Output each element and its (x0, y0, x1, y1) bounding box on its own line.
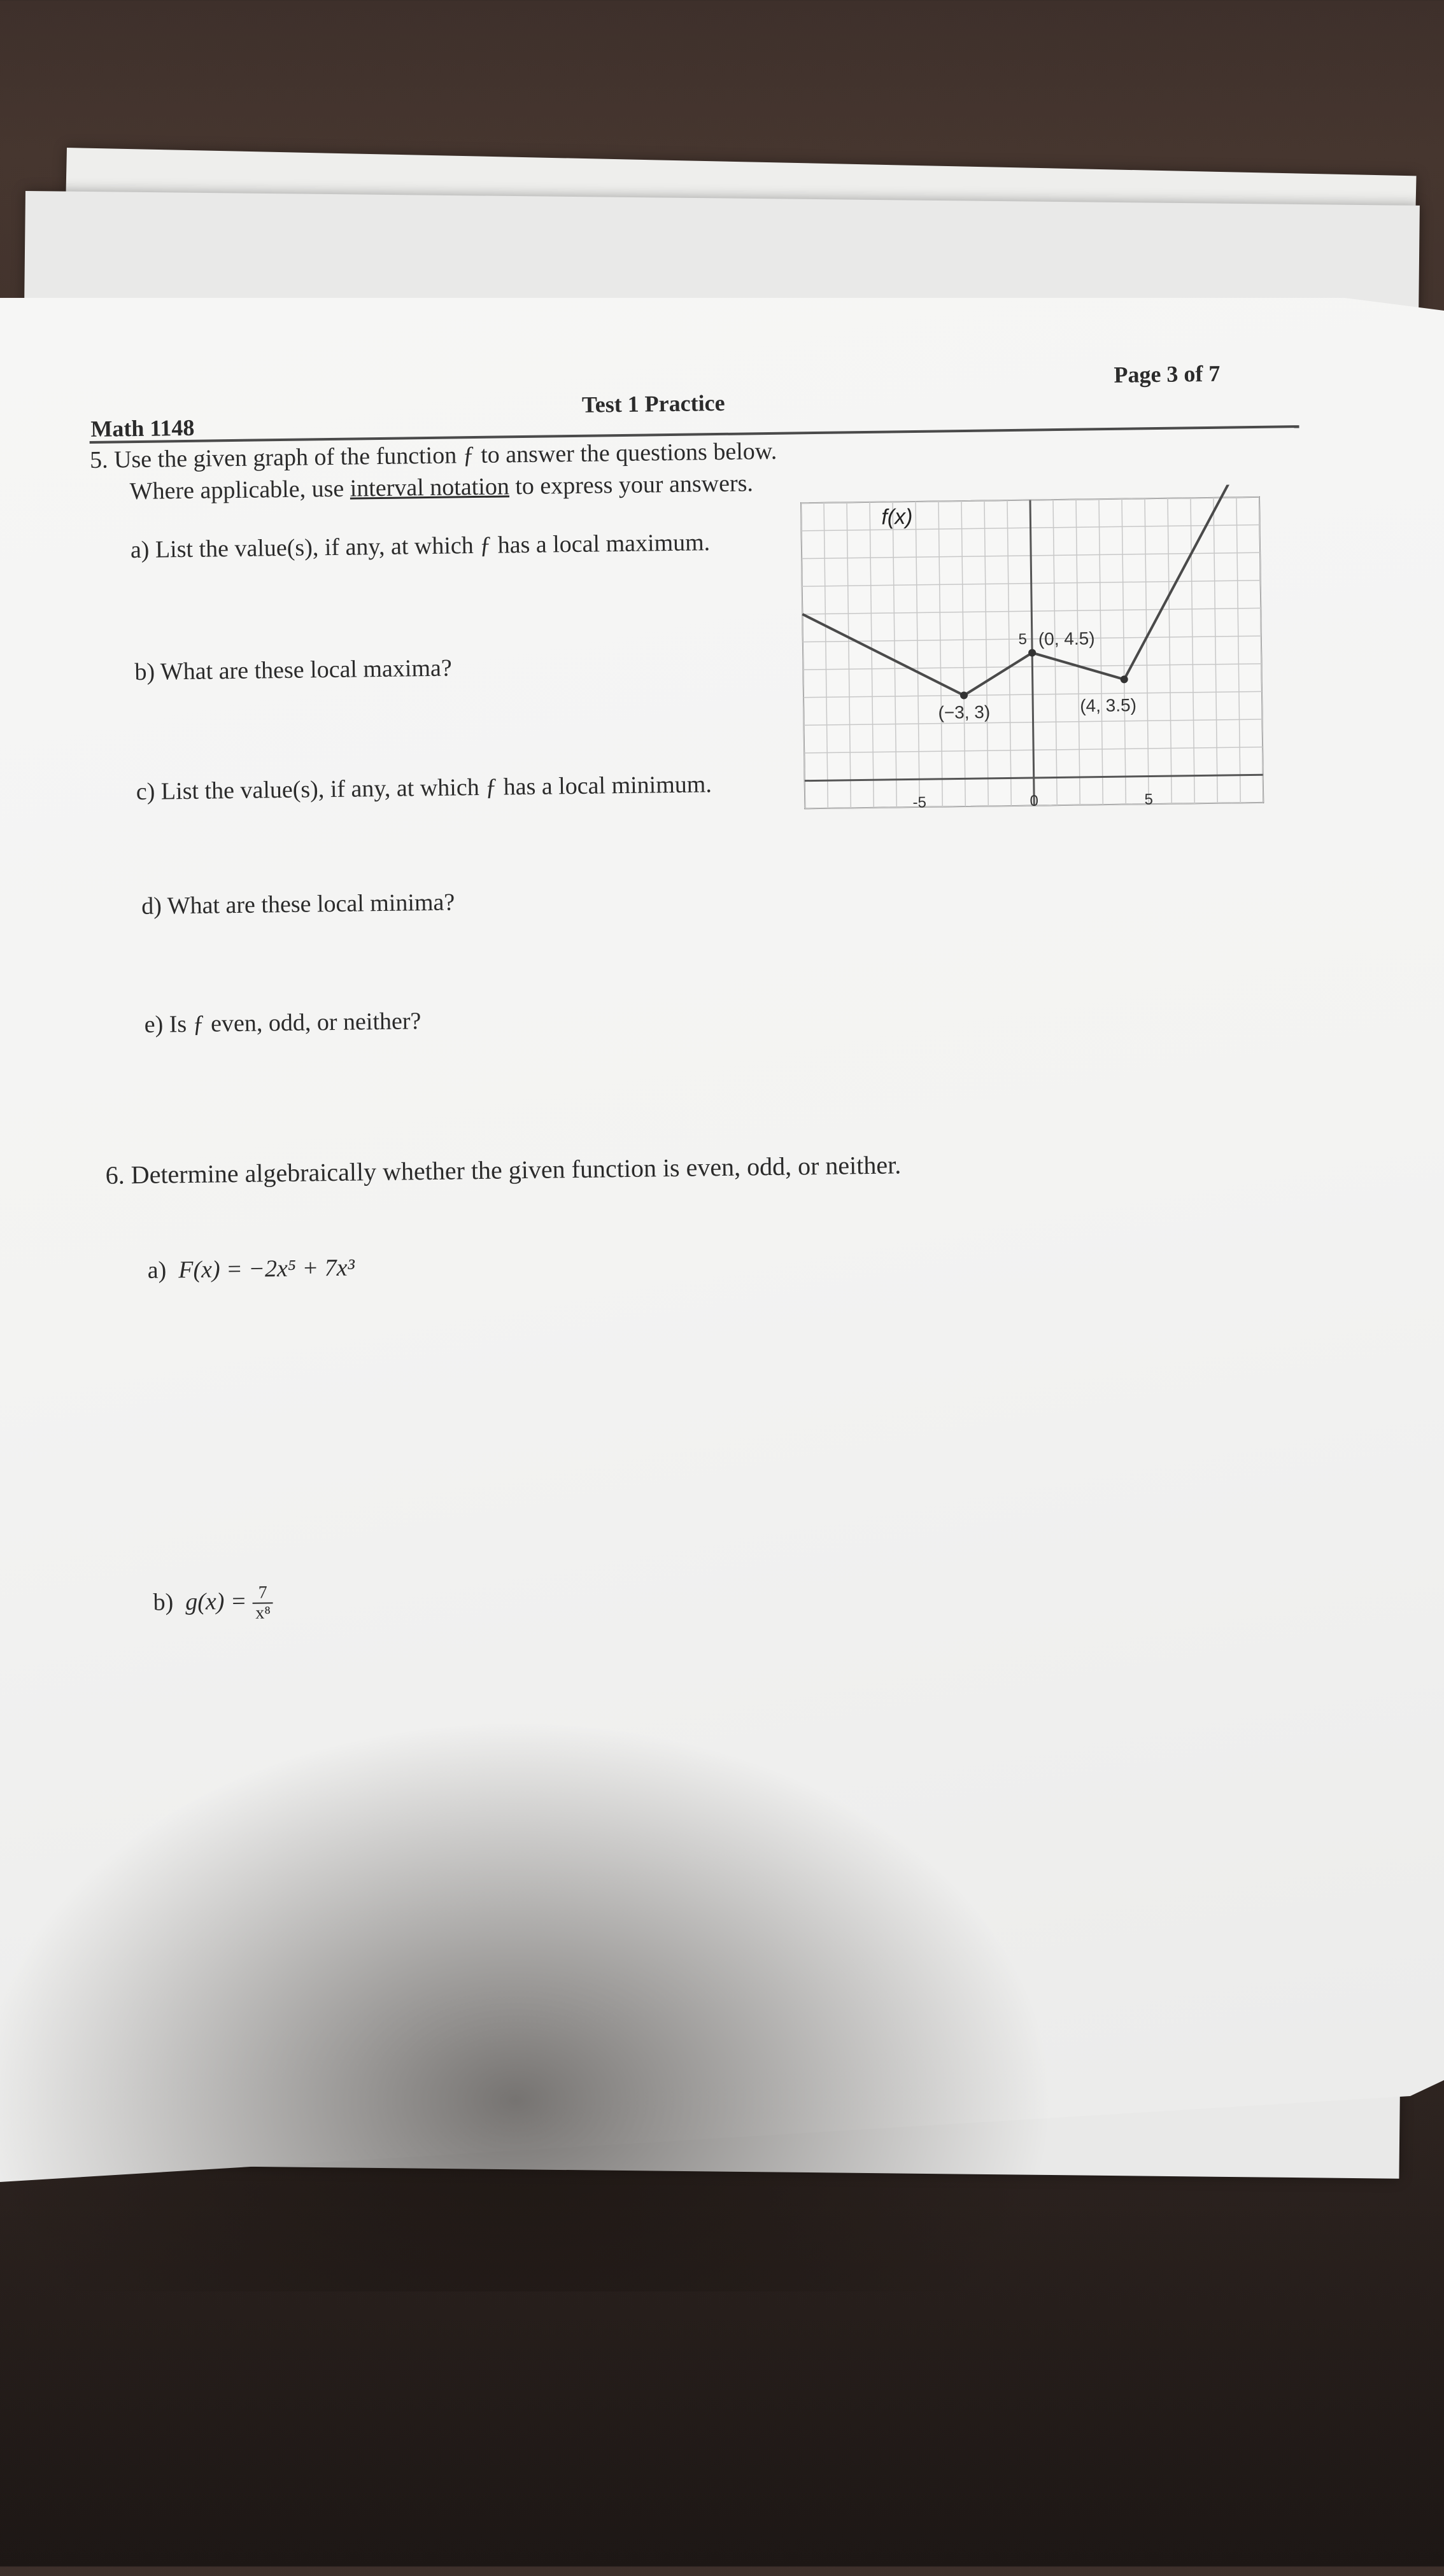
fraction-numerator: 7 (253, 1583, 273, 1603)
part-b-lhs: g(x) = (185, 1587, 247, 1615)
question-5b: b) What are these local maxima? (134, 654, 452, 686)
x-tick-label: -5 (912, 794, 927, 812)
part-a-label: a) (147, 1256, 167, 1284)
graph-title: f(x) (881, 504, 913, 530)
instr-pre: Where applicable, use (129, 475, 350, 505)
part-a-expression: F(x) = −2x⁵ + 7x³ (178, 1254, 355, 1284)
question-5-instructions (129, 469, 753, 505)
question-6a (147, 1254, 355, 1284)
x-tick-label: 0 (1030, 792, 1039, 810)
point-label: (0, 4.5) (1038, 628, 1095, 649)
interval-notation-term: interval notation (350, 473, 510, 502)
course-label: Math 1148 (90, 414, 195, 442)
page-number: Page 3 of 7 (1114, 360, 1221, 388)
x-tick-label: 5 (1144, 791, 1154, 808)
point-label: (4, 3.5) (1080, 695, 1137, 716)
question-6-prompt: 6. Determine algebraically whether the given function is even, odd, or neither. (105, 1150, 902, 1190)
part-b-fraction (253, 1583, 274, 1622)
question-5a: a) List the value(s), if any, at which ƒ has a local maximum. (130, 529, 711, 564)
question-5-prompt: 5. Use the given graph of the function ƒ to answer the questions below. (89, 437, 777, 474)
question-5e: e) Is ƒ even, odd, or neither? (144, 1008, 421, 1038)
part-b-label: b) (153, 1589, 174, 1616)
question-5c: c) List the value(s), if any, at which ƒ has a local minimum. (136, 771, 712, 806)
instr-post: to express your answers. (509, 470, 754, 500)
y-tick-label: 5 (1018, 630, 1028, 649)
point-label: (−3, 3) (938, 701, 991, 722)
test-title: Test 1 Practice (581, 390, 725, 418)
question-5d: d) What are these local minima? (141, 889, 455, 920)
function-graph (788, 484, 1277, 822)
graph-svg (788, 484, 1277, 822)
question-6b (153, 1583, 273, 1624)
fraction-denominator: x⁸ (255, 1603, 271, 1623)
